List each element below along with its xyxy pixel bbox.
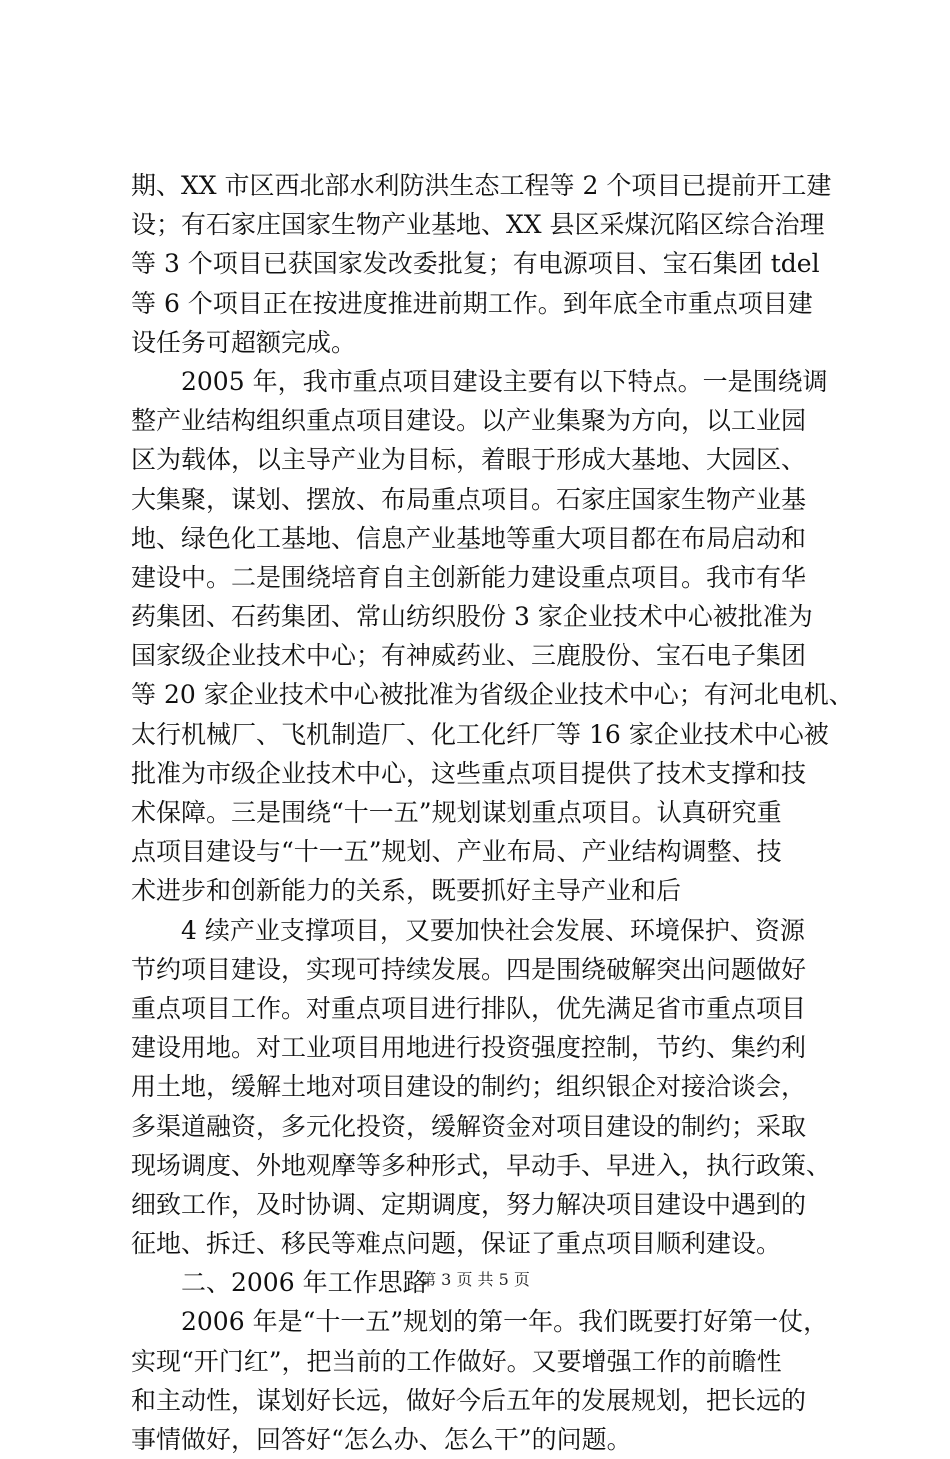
text-line: 术保障。三是围绕“十一五”规划谋划重点项目。认真研究重 [131,798,782,827]
text-line: 等 20 家企业技术中心被批准为省级企业技术中心；有河北电机、 [131,680,854,710]
document-body [131,166,854,1459]
text-line: 建设中。二是围绕培育自主创新能力建设重点项目。我市有华 [131,562,807,592]
paragraph-start-line: 2006 年是“十一五”规划的第一年。我们既要打好第一仗， [181,1307,829,1337]
text-line: 和主动性，谋划好长远，做好今后五年的发展规划，把长远的 [131,1385,807,1415]
text-line: 药集团、石药集团、常山纺织股份 3 家企业技术中心被批准为 [131,602,813,632]
paragraph-start-line: 2005 年，我市重点项目建设主要有以下特点。一是围绕调 [181,366,828,396]
section-heading: 二、2006 年工作思路 [181,1268,428,1298]
text-line: 等 6 个项目正在按进度推进前期工作。到年底全市重点项目建 [131,288,813,318]
text-line: 细致工作，及时协调、定期调度，努力解决项目建设中遇到的 [131,1189,807,1219]
text-line: 设；有石家庄国家生物产业基地、XX 县区采煤沉陷区综合治理 [131,210,825,240]
text-line: 区为载体，以主导产业为目标，着眼于形成大基地、大园区、 [131,445,807,475]
text-line: 现场调度、外地观摩等多种形式，早动手、早进入，执行政策、 [131,1150,832,1180]
text-line: 重点项目工作。对重点项目进行排队，优先满足省市重点项目 [131,993,807,1023]
text-line: 设任务可超额完成。 [131,327,357,357]
text-line: 用土地，缓解土地对项目建设的制约；组织银企对接洽谈会， [131,1072,807,1102]
text-line: 国家级企业技术中心；有神威药业、三鹿股份、宝石电子集团 [131,641,807,671]
text-line: 术进步和创新能力的关系，既要抓好主导产业和后 [131,876,682,906]
text-line: 批准为市级企业技术中心，这些重点项目提供了技术支撑和技 [131,758,807,788]
text-line: 期、XX 市区西北部水利防洪生态工程等 2 个项目已提前开工建 [131,171,832,200]
text-line: 点项目建设与“十一五”规划、产业布局、产业结构调整、技 [131,837,782,867]
text-line: 大集聚，谋划、摆放、布局重点项目。石家庄国家生物产业基 [131,484,807,514]
text-line: 事情做好，回答好“怎么办、怎么干”的问题。 [131,1425,632,1454]
paragraph-start-line: 4 续产业支撑项目，又要加快社会发展、环境保护、资源 [181,915,805,945]
text-line: 整产业结构组织重点项目建设。以产业集聚为方向，以工业园 [131,406,807,436]
text-line: 征地、拆迁、移民等难点问题，保证了重点项目顺利建设。 [131,1229,782,1259]
text-line: 地、绿色化工基地、信息产业基地等重大项目都在布局启动和 [131,523,807,553]
text-line: 建设用地。对工业项目用地进行投资强度控制，节约、集约利 [131,1033,807,1063]
text-line: 实现“开门红”，把当前的工作做好。又要增强工作的前瞻性 [131,1346,782,1376]
text-line: 节约项目建设，实现可持续发展。四是围绕破解突出问题做好 [131,954,807,984]
text-line: 多渠道融资，多元化投资，缓解资金对项目建设的制约；采取 [131,1111,807,1141]
text-line: 太行机械厂、飞机制造厂、化工化纤厂等 16 家企业技术中心被 [131,719,829,749]
text-line: 等 3 个项目已获国家发改委批复；有电源项目、宝石集团 tdel [131,249,820,279]
page-number-footer: 第 3 页 共 5 页 [420,1270,530,1289]
